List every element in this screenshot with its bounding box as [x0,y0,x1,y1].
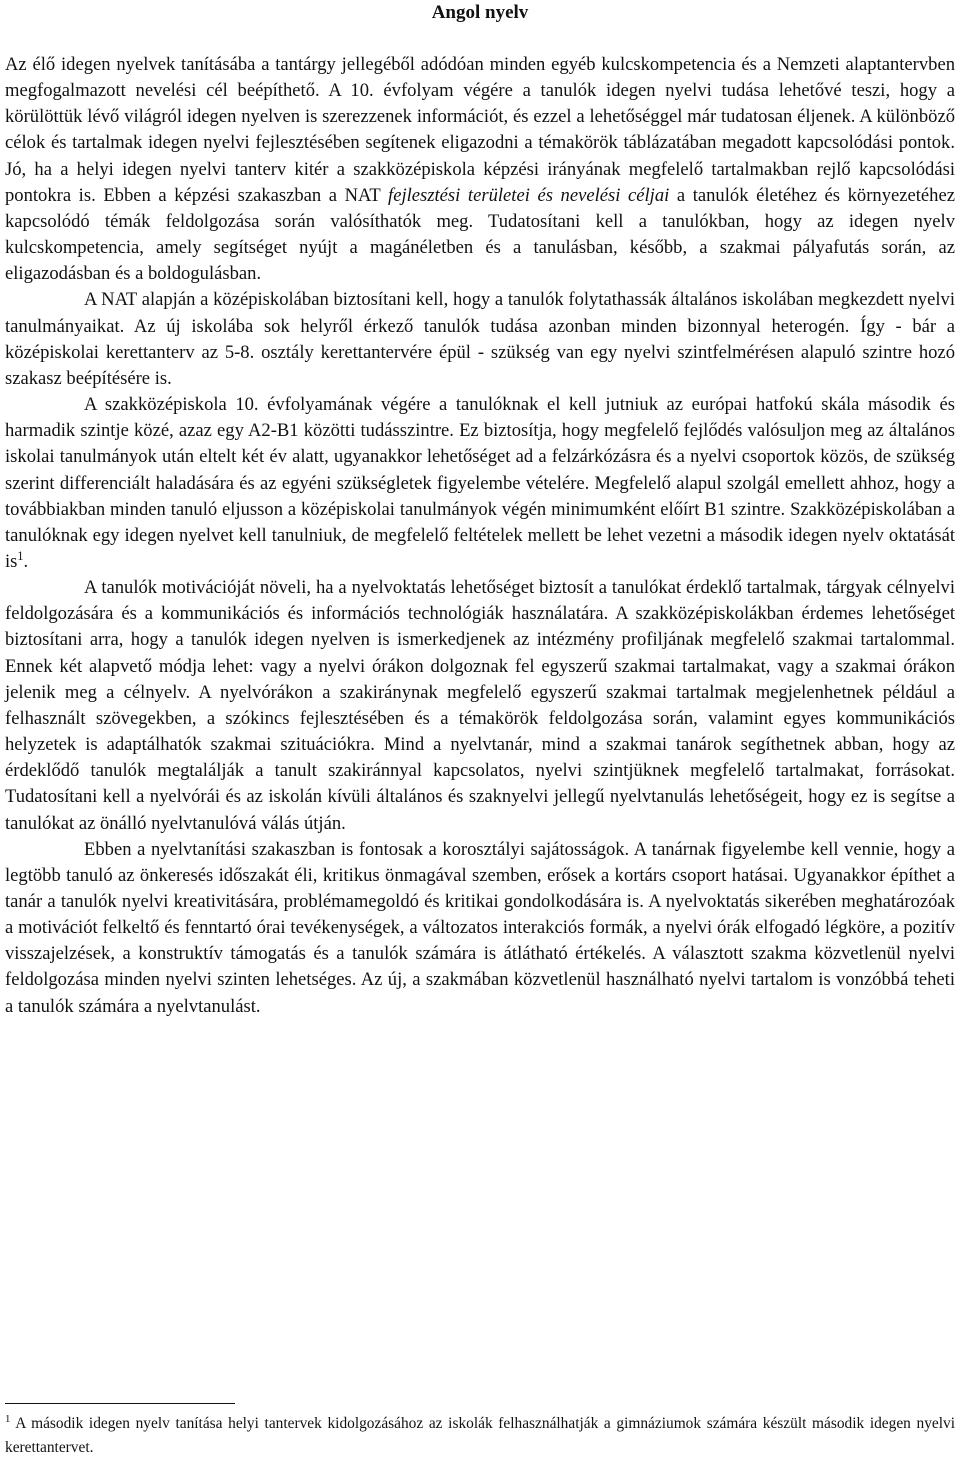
paragraph-1-italic: fejlesztési területei és nevelési céljai [388,184,670,206]
paragraph-4-text: A tanulók motivációját növeli, ha a nyelvoktatás lehetőséget biztosít a tanulókat érdeklő tartalmak, tárgyak célnyelvi feldolgozására és a kommunikációs és információs technológiák használatára. A szakközépiskolákban érdemes lehetőséget biztosítani arra, hogy a tanulók idegen nyelven is ismerkedjenek az intézmény profiljának megfelelő szakmai tartalommal. Ennek két alapvető módja lehet: vagy a nyelvi órákon dolgoznak fel egyszerű szakmai tartalmakat, vagy a szakmai órákon jelenik meg a célnyelv. A nyelvórákon a szakiránynak megfelelő egyszerű szakmai tartalmak megjelenhetnek például a felhasznált szövegekben, a szókincs fejlesztésében és a témakörök feldolgozása során, valamint egyes kommunikációs helyzetek is adaptálhatók szakmai szituációkra. Mind a nyelvtanár, mind a szakmai tanárok segíthetnek abban, hogy az érdeklődő tanulók megtalálják a tanult szakiránnyal kapcsolatos, nyelvi szintjüknek megfelelő tartalmakat, forrásokat. Tudatosítani kell a nyelvórái és az iskolán kívüli általános és szaknyelvi jellegű nyelvtanulás lehetőségeit, hogy ez is segítse a tanulókat az önálló nyelvtanulóvá válás útján. [5,577,955,834]
body-text [5,52,955,1020]
paragraph-1-text-end: a tanulók életéhez és környezetéhez kapcsolódó témák feldolgozása során valósíthatók meg. Tudatosítani kell a tanulókban, hogy az idegen nyelv kulcskompetencia, amely segítséget nyújt a magánéletben és a tanulásban, később, a szakmai pályafutás során, az eligazodásban és a boldogulásban. [5,184,955,285]
paragraph-4 [5,575,955,837]
paragraph-2-text: A NAT alapján a középiskolában biztosítani kell, hogy a tanulók folytathassák általános iskolában megkezdett nyelvi tanulmányaikat. Az új iskolába sok helyről érkező tanulók tudása azonban minden bizonnyal heterogén. Így - bár a középiskolai kerettanterv az 5-8. osztály kerettantervére épül - szükség van egy nyelvi szintfelmérésen alapuló szintre hozó szakasz beépítésére is. [5,289,955,389]
paragraph-5-text: Ebben a nyelvtanítási szakaszban is fontosak a korosztályi sajátosságok. A tanárnak figyelembe kell vennie, hogy a legtöbb tanuló az önkeresés időszakát éli, kritikus önmagával szemben, erősek a kortárs csoport hatásai. Ugyanakkor építhet a tanár a tanulók nyelvi kreativitására, problémamegoldó és kritikai gondolkodására is. A nyelvoktatás sikerében meghatározóak a motivációt felkeltő és fenntartó órai tevékenységek, a változatos interakciós formák, a nyelvi órák elfogadó légköre, a pozitív visszajelzések, a konstruktív támogatás és a tanulók számára is átlátható értékelés. A választott szakma közvetlenül nyelvi feldolgozása minden nyelvi szinten lehetséges. Az új, a szakmában közvetlenül használható nyelvi tartalom is vonzóbbá teheti a tanulók számára a nyelvtanulást. [5,838,955,1017]
paragraph-2 [5,287,955,392]
paragraph-3-text: A szakközépiskola 10. évfolyamának végére a tanulóknak el kell jutniuk az európai hatfokú skála második és harmadik szintje közé, azaz egy A2-B1 közötti tudásszintre. Ez biztosítja, hogy megfelelő fejlődés valósuljon meg az általános iskolai tanulmányok után eltelt két év alatt, ugyanakkor lehetőséget ad a felzárkózásra és a nyelvi csoportok közös, de szükség szerint differenciált haladására és az egyéni szükségletek figyelembe vételére. Megfelelő alapul szolgál emellett ahhoz, hogy a továbbiakban minden tanuló eljusson a középiskolai tanulmányok végén minimumként előírt B1 szintre. Szakközépiskolában a tanulóknak egy idegen nyelvet kell tanulniuk, de megfelelő feltételek mellett be lehet vezetni a második idegen nyelv oktatását is [5,394,955,572]
paragraph-1 [5,52,955,287]
footnote-reference[interactable]: 1 [17,548,24,563]
paragraph-3 [5,392,955,575]
paragraph-5 [5,837,955,1020]
footnote-divider [5,1403,235,1404]
footnote-marker: 1 [5,1412,11,1425]
page-title: Angol nyelv [431,2,529,23]
paragraph-3-text-end: . [23,550,29,572]
footnote-text: A második idegen nyelv tanítása helyi tantervek kidolgozásához az iskolák felhasználhatják a gimnáziumok számára készült második idegen nyelvi kerettantervet. [5,1415,955,1456]
footnote [5,1412,955,1460]
paragraph-1-text: Az élő idegen nyelvek tanításába a tantárgy jellegéből adódóan minden egyéb kulcskompetencia és a Nemzeti alaptantervben megfogalmazott nevelési cél beépíthető. A 10. évfolyam végére a tanulók idegen nyelvi tudása lehetővé teszi, hogy a körülöttük lévő világról idegen nyelven is szerezzenek információt, és ezzel a lehetőséggel már tudatosan éljenek. A különböző célok és tartalmak idegen nyelvi fejlesztésében segítenek eligazodni a témakörök táblázatában megadott kapcsolódási pontok. Jó, ha a helyi idegen nyelvi tanterv kitér a szakközépiskola képzési irányának megfelelő tartalmakban rejlő kapcsolódási pontokra is. Ebben a képzési szakaszban a NAT [5,54,955,206]
